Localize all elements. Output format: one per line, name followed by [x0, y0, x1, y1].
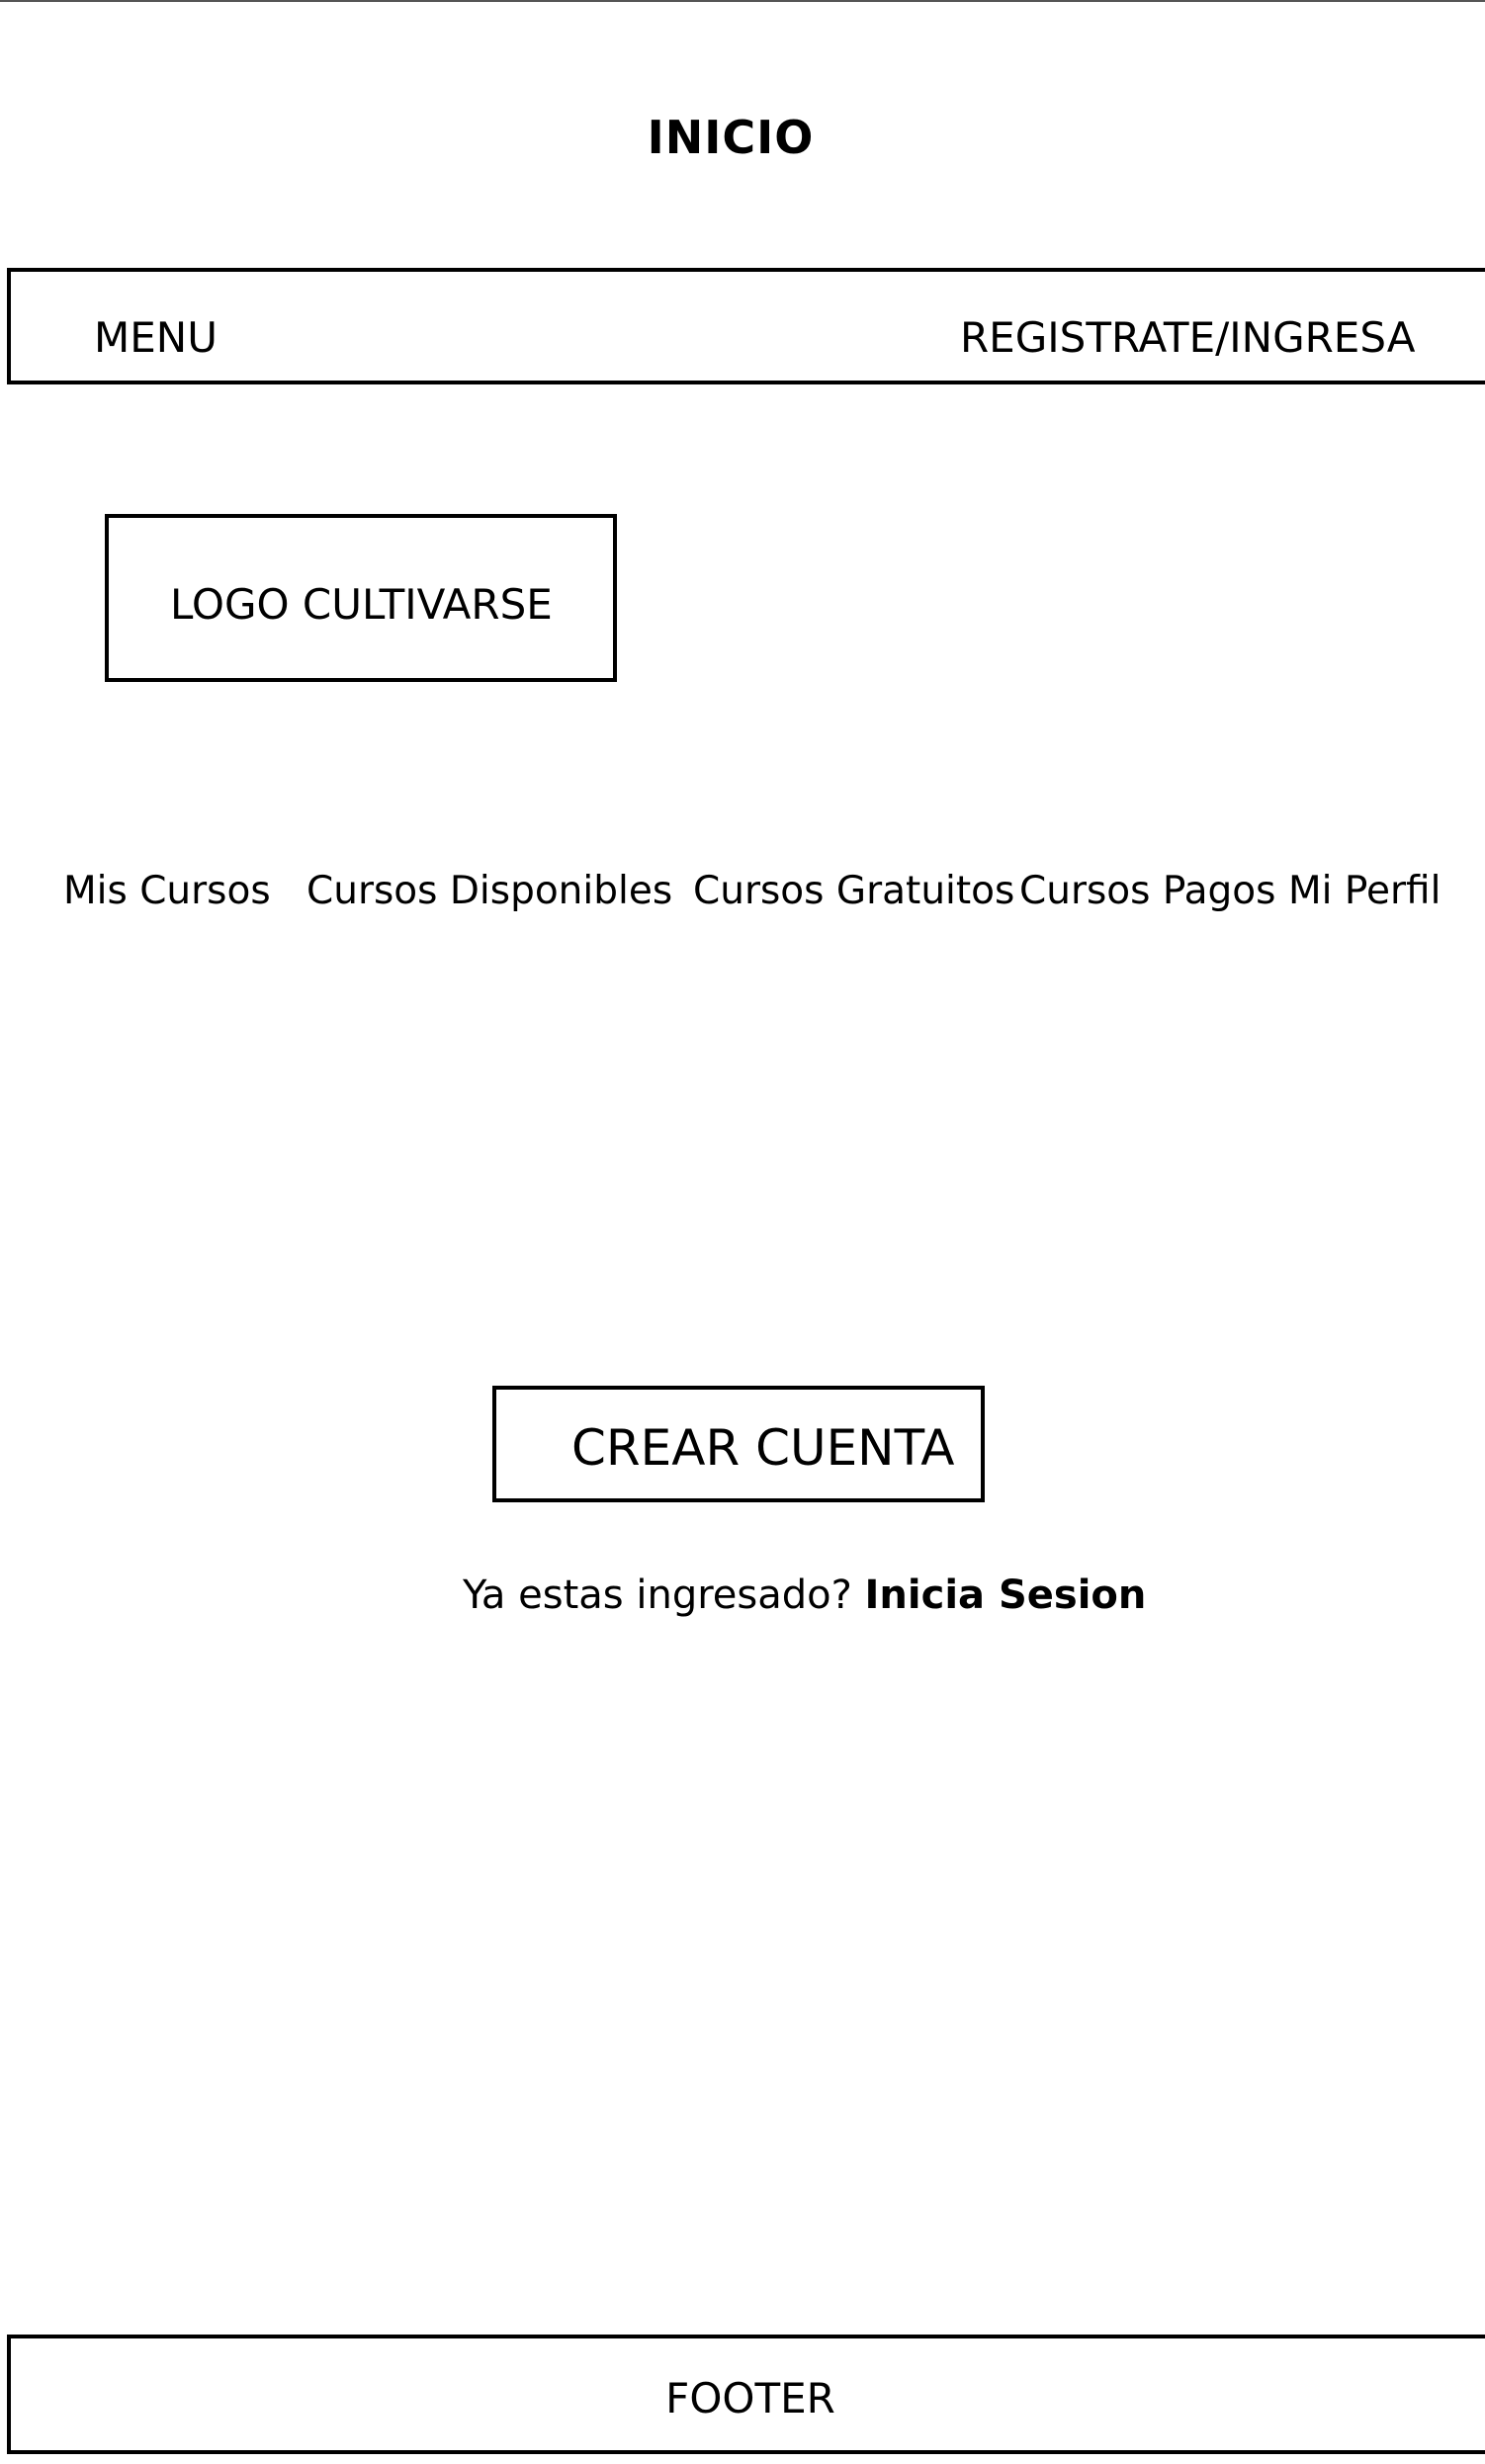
nav-item-mi-perfil[interactable]: Mi Perfil [1288, 869, 1441, 913]
logo[interactable] [105, 514, 617, 682]
nav-item-mis-cursos[interactable]: Mis Cursos [63, 869, 271, 913]
header-bar [7, 268, 1485, 384]
footer-label: FOOTER [665, 2374, 835, 2422]
nav-item-cursos-disponibles[interactable]: Cursos Disponibles [306, 869, 673, 913]
register-login-link[interactable]: REGISTRATE/INGRESA [960, 313, 1416, 362]
nav-item-cursos-gratuitos[interactable]: Cursos Gratuitos [693, 869, 1015, 913]
create-account-button[interactable] [492, 1386, 985, 1502]
page-title: INICIO [647, 111, 815, 164]
logo-text: LOGO CULTIVARSE [170, 580, 553, 629]
create-account-label: CREAR CUENTA [571, 1419, 955, 1477]
top-divider [0, 0, 1485, 2]
login-prompt [463, 1572, 1147, 1618]
menu-button[interactable]: MENU [94, 313, 218, 362]
login-link[interactable]: Inicia Sesion [864, 1572, 1147, 1618]
footer [7, 2335, 1485, 2454]
login-prompt-text: Ya estas ingresado? [463, 1572, 852, 1618]
nav-item-cursos-pagos[interactable]: Cursos Pagos [1019, 869, 1276, 913]
